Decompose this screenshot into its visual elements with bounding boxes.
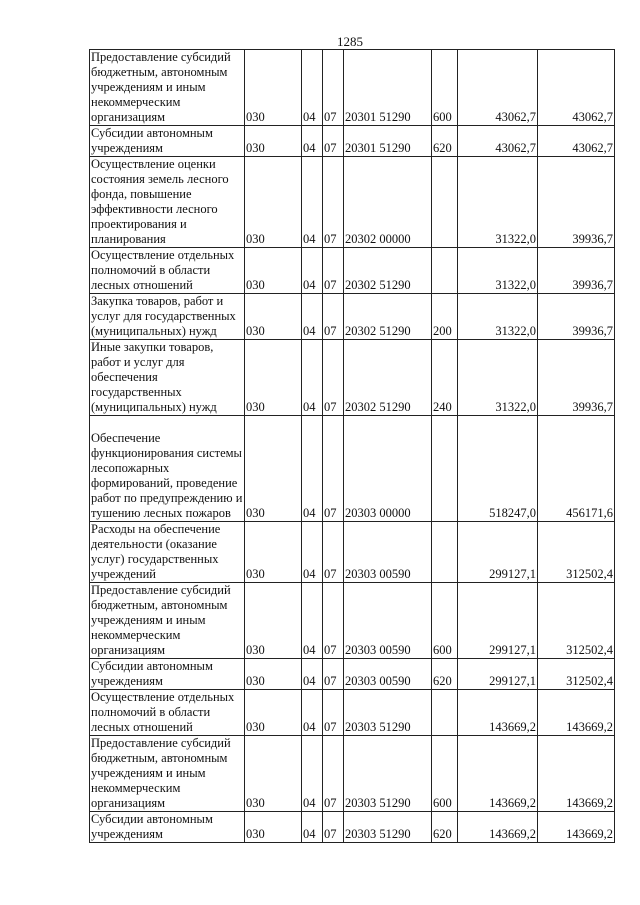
subsection-code: 07 [323, 157, 344, 248]
table-row [90, 812, 615, 843]
table-row [90, 340, 615, 416]
ministry-code: 030 [245, 294, 302, 340]
expense-type-code: 240 [432, 340, 458, 416]
target-article-code: 20303 51290 [344, 690, 432, 736]
target-article-code: 20303 00590 [344, 522, 432, 583]
amount-year-1: 31322,0 [458, 157, 538, 248]
ministry-code: 030 [245, 50, 302, 126]
amount-year-1: 518247,0 [458, 416, 538, 522]
target-article-code: 20303 00000 [344, 416, 432, 522]
section-code: 04 [302, 157, 323, 248]
ministry-code: 030 [245, 416, 302, 522]
section-code: 04 [302, 340, 323, 416]
row-name: Закупка товаров, работ и услуг для государственных (муниципальных) нужд [90, 294, 245, 340]
table-row [90, 522, 615, 583]
row-name: Осуществление отдельных полномочий в области лесных отношений [90, 690, 245, 736]
amount-year-2: 143669,2 [538, 690, 615, 736]
ministry-code: 030 [245, 690, 302, 736]
amount-year-2: 39936,7 [538, 248, 615, 294]
amount-year-1: 31322,0 [458, 294, 538, 340]
amount-year-1: 299127,1 [458, 659, 538, 690]
expense-type-code [432, 690, 458, 736]
expense-type-code: 620 [432, 126, 458, 157]
amount-year-2: 39936,7 [538, 294, 615, 340]
expense-type-code: 620 [432, 812, 458, 843]
ministry-code: 030 [245, 659, 302, 690]
section-code: 04 [302, 736, 323, 812]
expense-type-code [432, 522, 458, 583]
row-name: Субсидии автономным учреждениям [90, 126, 245, 157]
amount-year-2: 456171,6 [538, 416, 615, 522]
row-name: Иные закупки товаров, работ и услуг для обеспечения государственных (муниципальных) нужд [90, 340, 245, 416]
section-code: 04 [302, 583, 323, 659]
subsection-code: 07 [323, 812, 344, 843]
row-name: Предоставление субсидий бюджетным, автономным учреждениям и иным некоммерческим организациям [90, 50, 245, 126]
subsection-code: 07 [323, 522, 344, 583]
table-row [90, 416, 615, 522]
row-name: Осуществление отдельных полномочий в области лесных отношений [90, 248, 245, 294]
ministry-code: 030 [245, 157, 302, 248]
table-row [90, 248, 615, 294]
row-name: Расходы на обеспечение деятельности (оказание услуг) государственных учреждений [90, 522, 245, 583]
target-article-code: 20302 00000 [344, 157, 432, 248]
expense-type-code [432, 248, 458, 294]
expense-type-code [432, 157, 458, 248]
amount-year-2: 43062,7 [538, 126, 615, 157]
section-code: 04 [302, 522, 323, 583]
target-article-code: 20303 51290 [344, 812, 432, 843]
subsection-code: 07 [323, 416, 344, 522]
target-article-code: 20303 00590 [344, 659, 432, 690]
table-row [90, 659, 615, 690]
amount-year-1: 43062,7 [458, 126, 538, 157]
section-code: 04 [302, 659, 323, 690]
table-row [90, 690, 615, 736]
section-code: 04 [302, 126, 323, 157]
subsection-code: 07 [323, 340, 344, 416]
section-code: 04 [302, 416, 323, 522]
amount-year-1: 43062,7 [458, 50, 538, 126]
budget-table-body [90, 50, 615, 843]
expense-type-code: 600 [432, 736, 458, 812]
expense-type-code: 600 [432, 50, 458, 126]
expense-type-code: 200 [432, 294, 458, 340]
budget-table [89, 49, 615, 843]
amount-year-2: 312502,4 [538, 659, 615, 690]
row-name: Обеспечение функционирования системы лесопожарных формирований, проведение работ по предупреждению и тушению лесных пожаров [90, 416, 245, 522]
subsection-code: 07 [323, 736, 344, 812]
page-number: 1285 [337, 34, 363, 49]
subsection-code: 07 [323, 248, 344, 294]
target-article-code: 20303 51290 [344, 736, 432, 812]
amount-year-2: 39936,7 [538, 157, 615, 248]
subsection-code: 07 [323, 50, 344, 126]
section-code: 04 [302, 812, 323, 843]
amount-year-2: 312502,4 [538, 522, 615, 583]
target-article-code: 20302 51290 [344, 340, 432, 416]
subsection-code: 07 [323, 690, 344, 736]
expense-type-code [432, 416, 458, 522]
target-article-code: 20302 51290 [344, 248, 432, 294]
subsection-code: 07 [323, 294, 344, 340]
ministry-code: 030 [245, 340, 302, 416]
subsection-code: 07 [323, 659, 344, 690]
row-name: Субсидии автономным учреждениям [90, 812, 245, 843]
ministry-code: 030 [245, 522, 302, 583]
section-code: 04 [302, 690, 323, 736]
row-name: Предоставление субсидий бюджетным, автономным учреждениям и иным некоммерческим организациям [90, 736, 245, 812]
subsection-code: 07 [323, 126, 344, 157]
table-row [90, 294, 615, 340]
amount-year-2: 43062,7 [538, 50, 615, 126]
amount-year-1: 143669,2 [458, 690, 538, 736]
target-article-code: 20303 00590 [344, 583, 432, 659]
ministry-code: 030 [245, 583, 302, 659]
amount-year-2: 143669,2 [538, 812, 615, 843]
amount-year-1: 143669,2 [458, 812, 538, 843]
row-name: Осуществление оценки состояния земель лесного фонда, повышение эффективности лесного проектирования и планирования [90, 157, 245, 248]
amount-year-1: 143669,2 [458, 736, 538, 812]
section-code: 04 [302, 248, 323, 294]
section-code: 04 [302, 294, 323, 340]
target-article-code: 20302 51290 [344, 294, 432, 340]
subsection-code: 07 [323, 583, 344, 659]
ministry-code: 030 [245, 812, 302, 843]
expense-type-code: 600 [432, 583, 458, 659]
table-row [90, 157, 615, 248]
section-code: 04 [302, 50, 323, 126]
amount-year-1: 31322,0 [458, 248, 538, 294]
target-article-code: 20301 51290 [344, 126, 432, 157]
amount-year-1: 299127,1 [458, 522, 538, 583]
amount-year-2: 312502,4 [538, 583, 615, 659]
amount-year-2: 143669,2 [538, 736, 615, 812]
amount-year-1: 299127,1 [458, 583, 538, 659]
row-name: Субсидии автономным учреждениям [90, 659, 245, 690]
target-article-code: 20301 51290 [344, 50, 432, 126]
table-row [90, 736, 615, 812]
ministry-code: 030 [245, 736, 302, 812]
amount-year-1: 31322,0 [458, 340, 538, 416]
row-name: Предоставление субсидий бюджетным, автономным учреждениям и иным некоммерческим организациям [90, 583, 245, 659]
amount-year-2: 39936,7 [538, 340, 615, 416]
ministry-code: 030 [245, 248, 302, 294]
expense-type-code: 620 [432, 659, 458, 690]
table-row [90, 50, 615, 126]
table-row [90, 126, 615, 157]
table-row [90, 583, 615, 659]
ministry-code: 030 [245, 126, 302, 157]
